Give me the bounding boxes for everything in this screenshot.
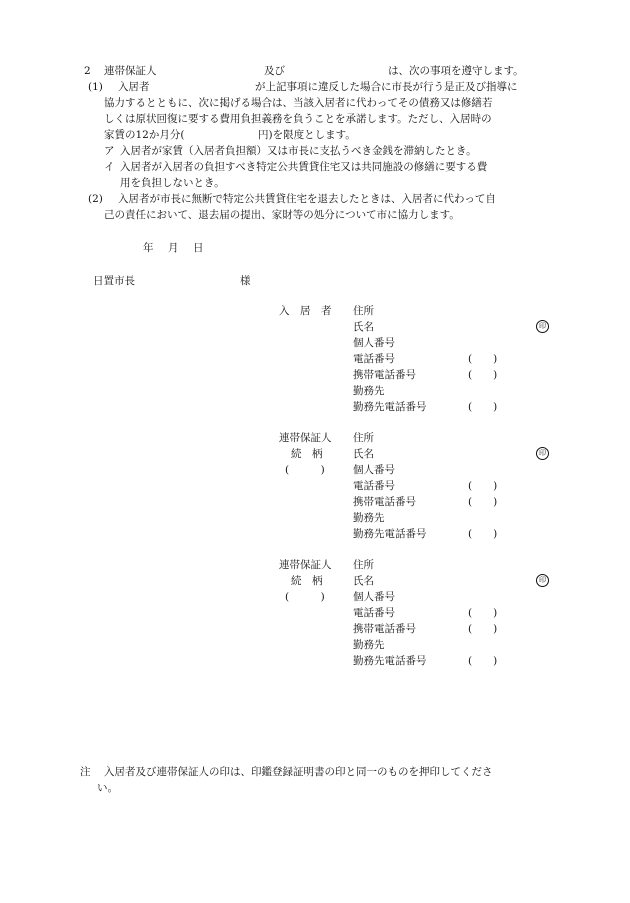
- item-1-i-line-1: 入居者が入居者の負担すべき特定公共賃貸住宅又は共同施設の修繕に要する費: [120, 161, 488, 173]
- field-work-phone: 勤務先電話番号: [353, 401, 427, 413]
- item-1-number: (1): [88, 81, 103, 93]
- work-phone-paren: ( ): [468, 655, 498, 667]
- field-name: 氏名: [353, 321, 374, 333]
- field-workplace: 勤務先: [353, 512, 385, 524]
- item-1-a-text: 入居者が家賃（入居者負担額）又は市長に支払うべき金銭を滞納したとき。: [120, 145, 477, 157]
- field-phone: 電話番号: [353, 480, 395, 492]
- phone-paren: ( ): [468, 353, 498, 365]
- block-relation: 続 柄: [291, 575, 323, 587]
- item-1-i-label: イ: [104, 161, 115, 173]
- field-address: 住所: [353, 305, 374, 317]
- block-role: 入 居 者: [279, 305, 332, 317]
- field-work-phone: 勤務先電話番号: [353, 528, 427, 540]
- section-number: 2: [84, 65, 91, 77]
- item-1-a-label: ア: [104, 145, 115, 157]
- item-1-line-3: しくは原状回復に要する費用負担義務を負うことを承諾します。ただし、入居時の: [104, 113, 492, 125]
- field-personal-number: 個人番号: [353, 464, 395, 476]
- block-role: 連帯保証人: [279, 432, 332, 444]
- field-mobile: 携帯電話番号: [353, 623, 416, 635]
- note-line-2: い。: [97, 782, 118, 794]
- field-phone: 電話番号: [353, 607, 395, 619]
- phone-paren: ( ): [468, 607, 498, 619]
- field-personal-number: 個人番号: [353, 337, 395, 349]
- seal-icon: 印: [536, 320, 549, 333]
- seal-icon: 印: [536, 447, 549, 460]
- item-1-line-1: が上記事項に違反した場合に市長が行う是正及び指導に: [255, 81, 518, 93]
- mobile-paren: ( ): [468, 369, 498, 381]
- item-1-i-line-2: 用を負担しないとき。: [120, 177, 225, 189]
- block-role: 連帯保証人: [279, 559, 332, 571]
- seal-icon: 印: [536, 574, 549, 587]
- block-relation-paren: ( ): [285, 464, 325, 476]
- date-day: 日: [193, 242, 204, 254]
- field-address: 住所: [353, 559, 374, 571]
- item-1-tenant: 入居者: [118, 81, 150, 93]
- field-address: 住所: [353, 432, 374, 444]
- date-month: 月: [168, 242, 179, 254]
- note-line-1: 入居者及び連帯保証人の印は、印鑑登録証明書の印と同一のものを押印してくださ: [104, 766, 493, 778]
- field-name: 氏名: [353, 575, 374, 587]
- field-workplace: 勤務先: [353, 385, 385, 397]
- field-workplace: 勤務先: [353, 639, 385, 651]
- field-personal-number: 個人番号: [353, 591, 395, 603]
- mobile-paren: ( ): [468, 623, 498, 635]
- field-name: 氏名: [353, 448, 374, 460]
- date-year: 年: [143, 242, 154, 254]
- block-relation: 続 柄: [291, 448, 323, 460]
- item-1-rent-limit: 家賃の12か月分(: [104, 129, 185, 141]
- item-2-number: (2): [88, 193, 103, 205]
- heading-guarantor: 連帯保証人: [104, 65, 157, 77]
- work-phone-paren: ( ): [468, 528, 498, 540]
- field-mobile: 携帯電話番号: [353, 369, 416, 381]
- work-phone-paren: ( ): [468, 401, 498, 413]
- item-1-rent-limit-yen: 円)を限度とします。: [258, 129, 356, 141]
- note-label: 注: [80, 766, 91, 778]
- heading-comply: は、次の事項を遵守します。: [388, 65, 524, 77]
- block-relation-paren: ( ): [285, 591, 325, 603]
- field-work-phone: 勤務先電話番号: [353, 655, 427, 667]
- phone-paren: ( ): [468, 480, 498, 492]
- field-mobile: 携帯電話番号: [353, 496, 416, 508]
- addressee-honorific: 様: [240, 275, 251, 287]
- mobile-paren: ( ): [468, 496, 498, 508]
- item-2-line-2: 己の責任において、退去届の提出、家財等の処分について市に協力します。: [104, 209, 460, 221]
- heading-and: 及び: [264, 65, 285, 77]
- item-2-line-1: 入居者が市長に無断で特定公共賃貸住宅を退去したときは、入居者に代わって自: [118, 193, 496, 205]
- field-phone: 電話番号: [353, 353, 395, 365]
- item-1-line-2: 協力するとともに、次に掲げる場合は、当該入居者に代わってその債務又は修繕若: [104, 97, 493, 109]
- addressee-name: 日置市長: [93, 275, 135, 287]
